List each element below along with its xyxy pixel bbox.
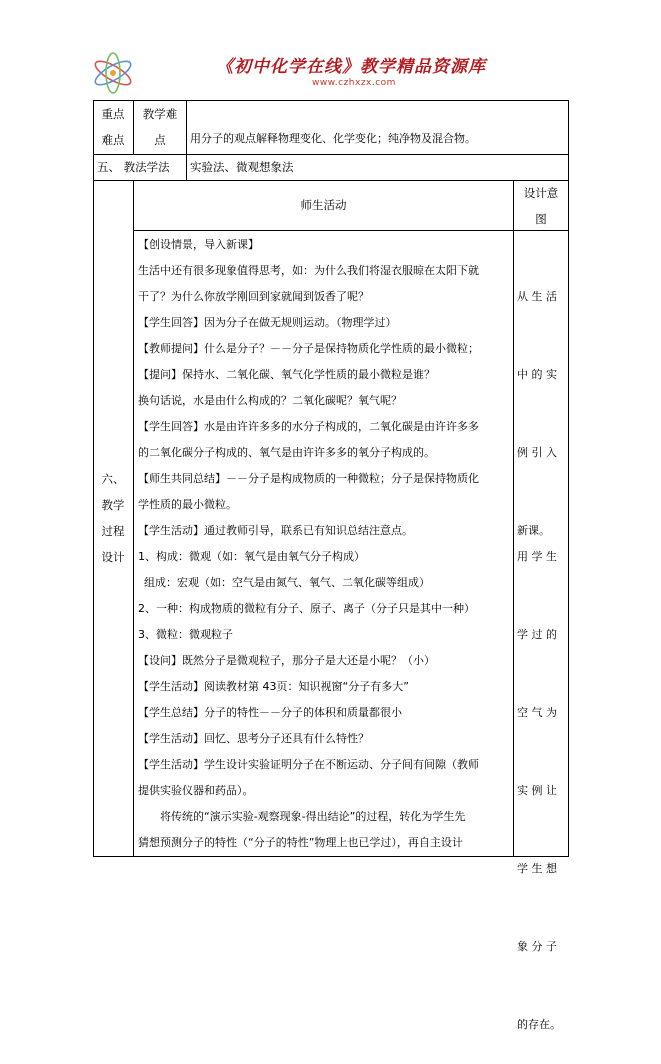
content-line: 【学生总结】分子的特性－－分子的体积和质量都很小 bbox=[138, 706, 402, 719]
content-line: 【学生活动】回忆、思考分子还具有什么特性？ bbox=[138, 732, 369, 745]
activity-header-divider bbox=[133, 230, 513, 231]
content-line: 【教师提问】什么是分子？－－分子是保持物质化学性质的最小微粒； bbox=[138, 342, 479, 355]
col-divider bbox=[186, 100, 187, 180]
content-line: 【学生活动】阅读教材第 43页：知识视窗“分子有多大” bbox=[138, 680, 409, 693]
content-line: 【学生活动】通过教师引导，联系已有知识总结注意点。 bbox=[138, 524, 413, 537]
table-border-right bbox=[568, 100, 569, 857]
content-line: 换句话说，水是由什么构成的？二氧化碳呢？氧气呢？ bbox=[138, 394, 402, 407]
activity-column-header: 师生活动 bbox=[300, 198, 347, 212]
content-line: 【提问】保持水、二氧化碳、氧气化学性质的最小微粒是谁？ bbox=[138, 368, 435, 381]
banner-title: 《初中化学在线》教学精品资源库 bbox=[216, 57, 486, 77]
method-text: 实验法、微观想象法 bbox=[190, 160, 294, 174]
design-intent-air: 用 学 生 学 过 的 空 气 为 实 例 让 学 生 想 象 分 子 的存在。 bbox=[517, 550, 561, 1031]
content-line: 【师生共同总结】－－分子是构成物质的一种微粒；分子是保持物质化 bbox=[138, 472, 479, 485]
method-label: 五、 教法学法 bbox=[97, 160, 170, 174]
design-intent-intro: 从 生 活 中 的 实 例 引 入 新课。 bbox=[517, 290, 557, 537]
col-divider bbox=[513, 180, 514, 857]
banner-url: www.czhxzx.com bbox=[312, 78, 396, 88]
content-line: 【创设情景，导入新课】 bbox=[138, 238, 259, 251]
content-line: 3、微粒：微观粒子 bbox=[138, 628, 233, 641]
content-line: 组成：宏观（如：空气是由氮气、氧气、二氧化碳等组成） bbox=[144, 576, 430, 589]
teaching-difficulty-label: 教学难 点 bbox=[142, 107, 178, 147]
content-line: 学性质的最小微粒。 bbox=[138, 498, 237, 511]
content-line: 干了？为什么你放学刚回到家就闻到饭香了呢？ bbox=[138, 290, 369, 303]
content-line: 生活中还有很多现象值得思考，如：为什么我们将湿衣服晾在太阳下就 bbox=[138, 264, 479, 277]
content-line: 将传统的“演示实验-观察现象-得出结论”的过程，转化为学生先 bbox=[160, 810, 466, 823]
content-line: 的二氧化碳分子构成的、氧气是由许许多多的氧分子构成的。 bbox=[138, 446, 435, 459]
design-column-header: 设计意 图 bbox=[523, 186, 559, 226]
col-divider bbox=[133, 180, 134, 857]
content-line: 【学生回答】水是由许许多多的水分子构成的，二氧化碳是由许许多多 bbox=[138, 420, 479, 433]
process-section-label: 六、 教学 过程 设计 bbox=[101, 472, 125, 564]
content-line: 猜想预测分子的特性（“分子的特性”物理上也已学过），再自主设计 bbox=[138, 836, 463, 849]
content-line: 提供实验仪器和药品）。 bbox=[138, 784, 254, 797]
content-line: 【设问】既然分子是微观粒子，那分子是大还是小呢？（小） bbox=[138, 654, 435, 667]
difficulty-text: 用分子的观点解释物理变化、化学变化；纯净物及混合物。 bbox=[190, 132, 476, 145]
table-row-divider bbox=[93, 180, 569, 181]
page-header bbox=[90, 48, 520, 98]
content-line: 1、构成：微观（如：氧气是由氧气分子构成） bbox=[138, 550, 365, 563]
activity-content bbox=[138, 232, 510, 856]
atom-logo-icon bbox=[90, 50, 136, 96]
table-border-bottom bbox=[93, 856, 569, 857]
content-line: 2、一种：构成物质的微粒有分子、原子、离子（分子只是其中一种） bbox=[138, 602, 475, 615]
key-difficulty-label: 重点 难点 bbox=[101, 107, 125, 147]
content-line: 【学生回答】因为分子在做无规则运动。（物理学过） bbox=[138, 316, 397, 329]
content-line: 【学生活动】学生设计实验证明分子在不断运动、分子间有间隙（教师 bbox=[138, 758, 479, 771]
